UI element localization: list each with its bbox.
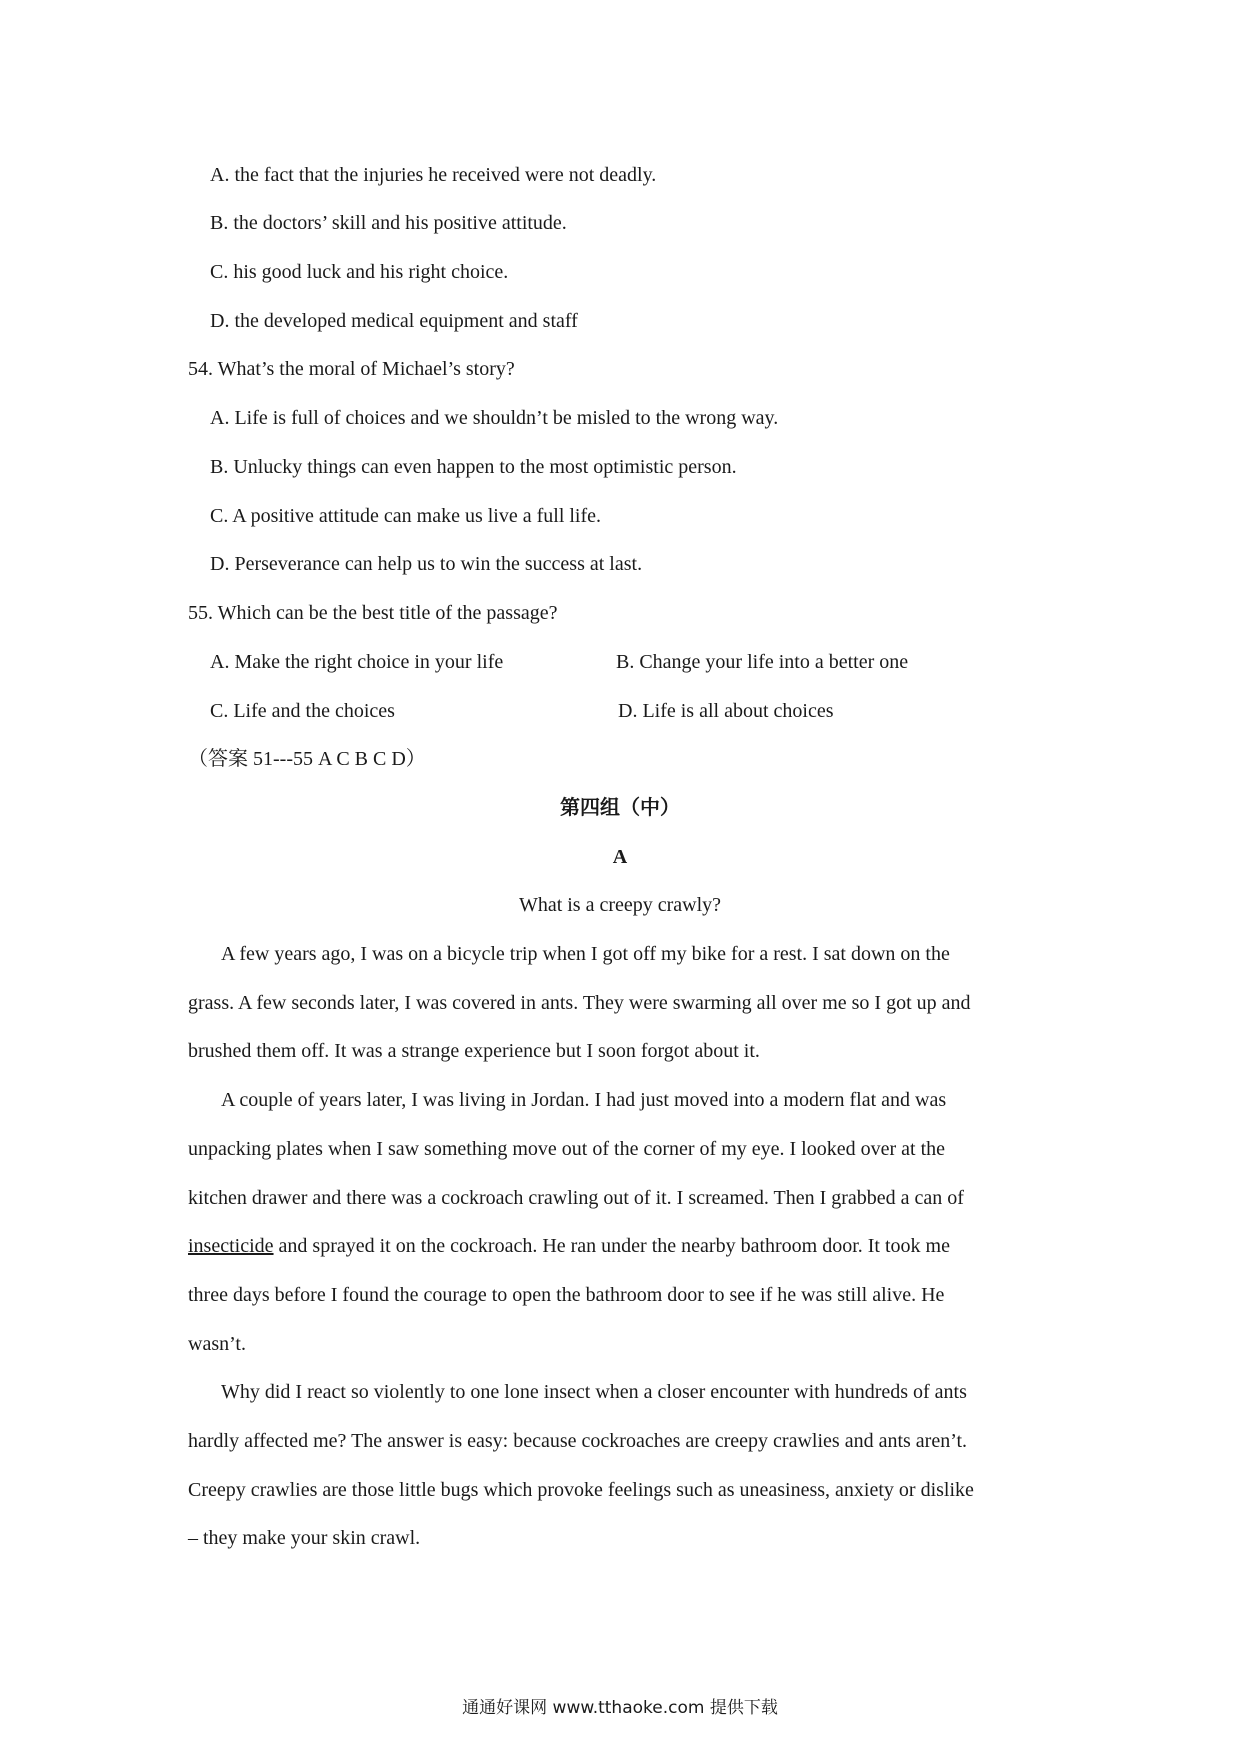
section-heading: 第四组（中）: [560, 797, 680, 819]
para2-line4: [188, 1234, 950, 1258]
passage-label: A: [612, 846, 628, 868]
para2-line2: unpacking plates when I saw something move out of the corner of my eye. I looked over at the: [188, 1138, 946, 1160]
q55-option-c: C. Life and the choices: [210, 700, 395, 722]
para2-line5: three days before I found the courage to open the bathroom door to see if he was still alive. He: [188, 1284, 945, 1306]
para3-line1: Why did I react so violently to one lone insect when a closer encounter with hundreds of ants: [221, 1381, 967, 1403]
page-footer: 通通好课网 www.tthaoke.com 提供下载: [462, 1698, 778, 1718]
para1-line3: brushed them off. It was a strange experience but I soon forgot about it.: [188, 1040, 760, 1062]
q55-option-d: D. Life is all about choices: [618, 700, 834, 722]
para1-line2: grass. A few seconds later, I was covered in ants. They were swarming all over me so I got up and: [188, 992, 971, 1014]
q53-option-a: A. the fact that the injuries he received were not deadly.: [210, 164, 657, 186]
answer-key: （答案 51---55 A C B C D）: [188, 748, 426, 770]
passage-title: What is a creepy crawly?: [518, 894, 722, 916]
q55-option-a: A. Make the right choice in your life: [210, 651, 504, 673]
para1-line1: A few years ago, I was on a bicycle trip when I got off my bike for a rest. I sat down on the: [221, 943, 950, 965]
para2-line4-rest: and sprayed it on the cockroach. He ran under the nearby bathroom door. It took me: [273, 1235, 950, 1257]
q54-option-d: D. Perseverance can help us to win the success at last.: [210, 553, 643, 575]
para3-line2: hardly affected me? The answer is easy: because cockroaches are creepy crawlies and ants aren’t.: [188, 1430, 968, 1452]
para2-line3: kitchen drawer and there was a cockroach crawling out of it. I screamed. Then I grabbed a can of: [188, 1187, 964, 1209]
para2-line6: wasn’t.: [188, 1333, 246, 1355]
q54-option-a: A. Life is full of choices and we shouldn’t be misled to the wrong way.: [210, 407, 779, 429]
q54-option-b: B. Unlucky things can even happen to the most optimistic person.: [210, 456, 737, 478]
q55-option-b: B. Change your life into a better one: [616, 651, 909, 673]
para2-line1: A couple of years later, I was living in Jordan. I had just moved into a modern flat and was: [221, 1089, 947, 1111]
q53-option-c: C. his good luck and his right choice.: [210, 261, 509, 283]
para3-line4: – they make your skin crawl.: [188, 1527, 421, 1549]
q55-stem: 55. Which can be the best title of the passage?: [188, 602, 558, 624]
q54-option-c: C. A positive attitude can make us live a full life.: [210, 505, 602, 527]
q54-stem: 54. What’s the moral of Michael’s story?: [188, 358, 515, 380]
underlined-word-insecticide: insecticide: [188, 1235, 274, 1257]
para3-line3: Creepy crawlies are those little bugs which provoke feelings such as uneasiness, anxiety or dislike: [188, 1479, 974, 1501]
q53-option-b: B. the doctors’ skill and his positive attitude.: [210, 212, 567, 234]
q53-option-d: D. the developed medical equipment and staff: [210, 310, 578, 332]
